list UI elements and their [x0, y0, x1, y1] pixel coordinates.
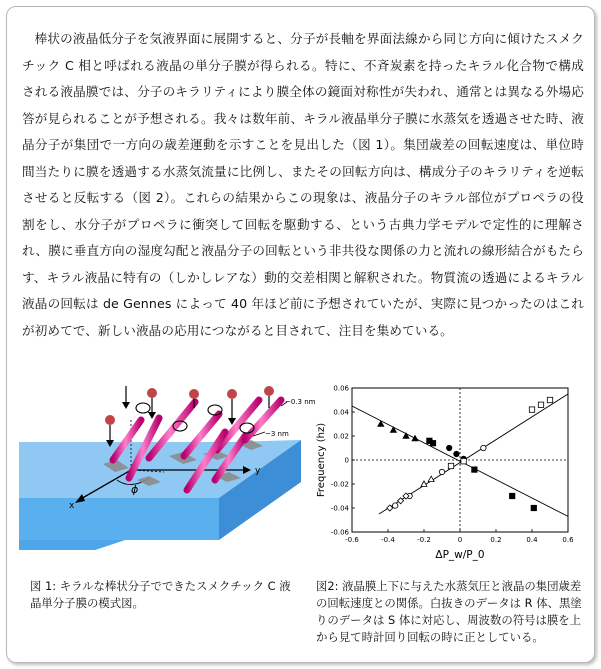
y-tick-label: -0.02: [330, 480, 349, 489]
x-tick-label: -0.4: [381, 536, 395, 544]
data-point-filled-circle: [454, 451, 459, 456]
y-axis-label: y: [255, 466, 261, 476]
data-point-open-square: [448, 463, 453, 468]
y-tick-label: -0.06: [330, 528, 349, 537]
data-point-filled-square: [510, 493, 515, 498]
figure1-schematic: [19, 380, 316, 570]
chart-labels: [316, 385, 574, 562]
y-tick-label: -0.04: [330, 504, 349, 513]
x-tick-label: 0.4: [526, 536, 538, 544]
data-point-filled-triangle: [403, 433, 409, 438]
fit-line-S: [352, 406, 568, 516]
data-point-open-square: [461, 459, 466, 464]
x-tick-label: -0.2: [417, 536, 431, 544]
chart-points: [378, 397, 553, 511]
x-axis-label: x: [69, 501, 75, 511]
y-tick-label: 0.02: [333, 432, 349, 441]
data-point-open-square: [538, 402, 543, 407]
data-point-open-circle: [439, 469, 444, 474]
length-label: ~0.3 nm: [285, 398, 316, 406]
x-tick-label: 0.2: [490, 536, 502, 544]
data-point-open-circle: [393, 503, 398, 508]
y-axis-label: Frequency (hz): [316, 422, 327, 498]
y-tick-label: 0.06: [333, 384, 349, 393]
x-axis-label: ΔP_w/P_0: [435, 549, 485, 561]
data-point-filled-circle: [447, 445, 452, 450]
body-paragraph: 棒状の液晶低分子を気液界面に展開すると、分子が長軸を界面法線から同じ方向に傾けたスメクチック C 相と呼ばれる液晶の単分子膜が得られる。特に、不斉炭素を持ったキラル化合物で構成される液晶膜では、分子のキラリティにより膜全体の鏡面対称性が失われ、通常とは異なる外場応答が見られることが予想される。我々は数年前、キラル液晶単分子膜に水蒸気を透過させた時、液晶分子が集団で一方向の歳差運動を示すことを見出した（図 1）。集団歳差の回転速度は、単位時間当たりに膜を透過する水蒸気流量に比例し、またその回転方向は、構成分子のキラリティを逆転させると反転する（図 2）。これらの結果からこの現象は、液晶分子のキラル部位がプロペラの役割をし、水分子がプロペラに衝突して回転を駆動する、という古典力学モデルで定性的に理解され、膜に垂直方向の湿度勾配と液晶分子の回転という非共役な関係の力と流れの線形結合がもたらす、キラル液晶に特有の（しかしレアな）動的交差相関と解釈された。物質流の透過によるキラル液晶の回転は de Gennes によって 40 年ほど前に予想されていたが、実際に見つかったのはこれが初めてで、新しい液晶の応用につながると目されて、注目を集めている。: [22, 31, 584, 338]
data-point-filled-triangle: [412, 435, 418, 440]
data-point-open-square: [529, 407, 534, 412]
figure2-chart: [310, 380, 585, 570]
data-point-filled-square: [472, 467, 477, 472]
phi-label: ϕ: [131, 483, 139, 496]
x-tick-label: 0: [457, 536, 463, 544]
data-point-open-triangle: [428, 476, 434, 481]
x-tick-label: -0.6: [345, 536, 359, 544]
figure1-caption: 図 1: キラルな棒状分子でできたスメクチック C 液晶単分子膜の模式図。: [30, 579, 291, 610]
x-tick-label: 0.6: [562, 536, 574, 544]
data-point-open-circle: [481, 445, 486, 450]
data-point-open-square: [547, 397, 552, 402]
data-point-filled-square: [430, 441, 435, 446]
y-tick-label: 0.04: [333, 408, 349, 417]
figure2-caption: 図2: 液晶膜上下に与えた水蒸気圧と液晶の集団歳差の回転速度との関係。白抜きのデータは R 体、黒塗りのデータは S 体に対応し、周波数の符号は膜を上から見て時計回り回転の時に正としている。: [316, 579, 582, 644]
y-tick-label: 0: [344, 456, 349, 465]
data-point-filled-square: [531, 505, 536, 510]
width-label: ~3 nm: [265, 430, 289, 438]
